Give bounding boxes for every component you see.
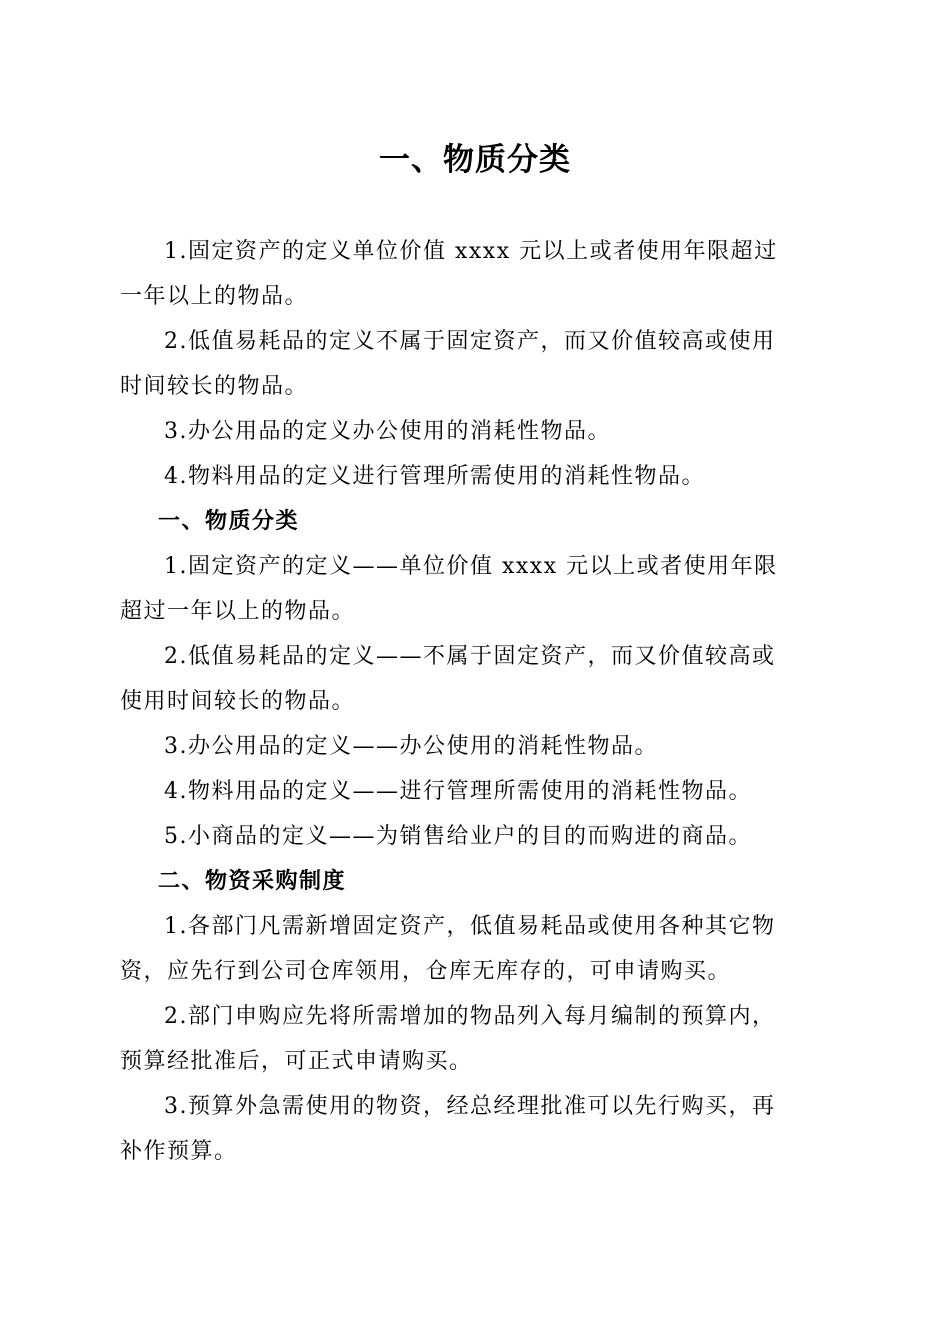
paragraph: 4.物料用品的定义——进行管理所需使用的消耗性物品。 [164,779,752,804]
paragraph: 5.小商品的定义——为销售给业户的目的而购进的商品。 [164,824,752,849]
page-title: 一、物质分类 [379,142,571,178]
paragraph: 3.办公用品的定义办公使用的消耗性物品。 [164,419,611,444]
paragraph: 3.办公用品的定义——办公使用的消耗性物品。 [164,734,658,759]
paragraph: 1.固定资产的定义单位价值 xxxx 元以上或者使用年限超过 一年以上的物品。 [120,239,778,309]
paragraph: 2.部门申购应先将所需增加的物品列入每月编制的预算内， 预算经批准后，可正式申请购买。 [120,1004,776,1074]
paragraph: 2.低值易耗品的定义不属于固定资产，而又价值较高或使用 时间较长的物品。 [120,329,776,399]
paragraph: 2.低值易耗品的定义——不属于固定资产，而又价值较高或 使用时间较长的物品。 [120,644,776,714]
paragraph: 4.物料用品的定义进行管理所需使用的消耗性物品。 [164,464,705,489]
paragraph: 1.固定资产的定义——单位价值 xxxx 元以上或者使用年限 超过一年以上的物品。 [120,554,778,624]
document-body [120,229,830,1174]
paragraph: 1.各部门凡需新增固定资产，低值易耗品或使用各种其它物 资，应先行到公司仓库领用，仓库无库存的，可申请购买。 [120,914,776,984]
section-heading: 二、物资采购制度 [158,869,347,894]
section-heading: 一、物质分类 [158,509,300,534]
paragraph: 3.预算外急需使用的物资，经总经理批准可以先行购买，再 补作预算。 [120,1094,776,1164]
